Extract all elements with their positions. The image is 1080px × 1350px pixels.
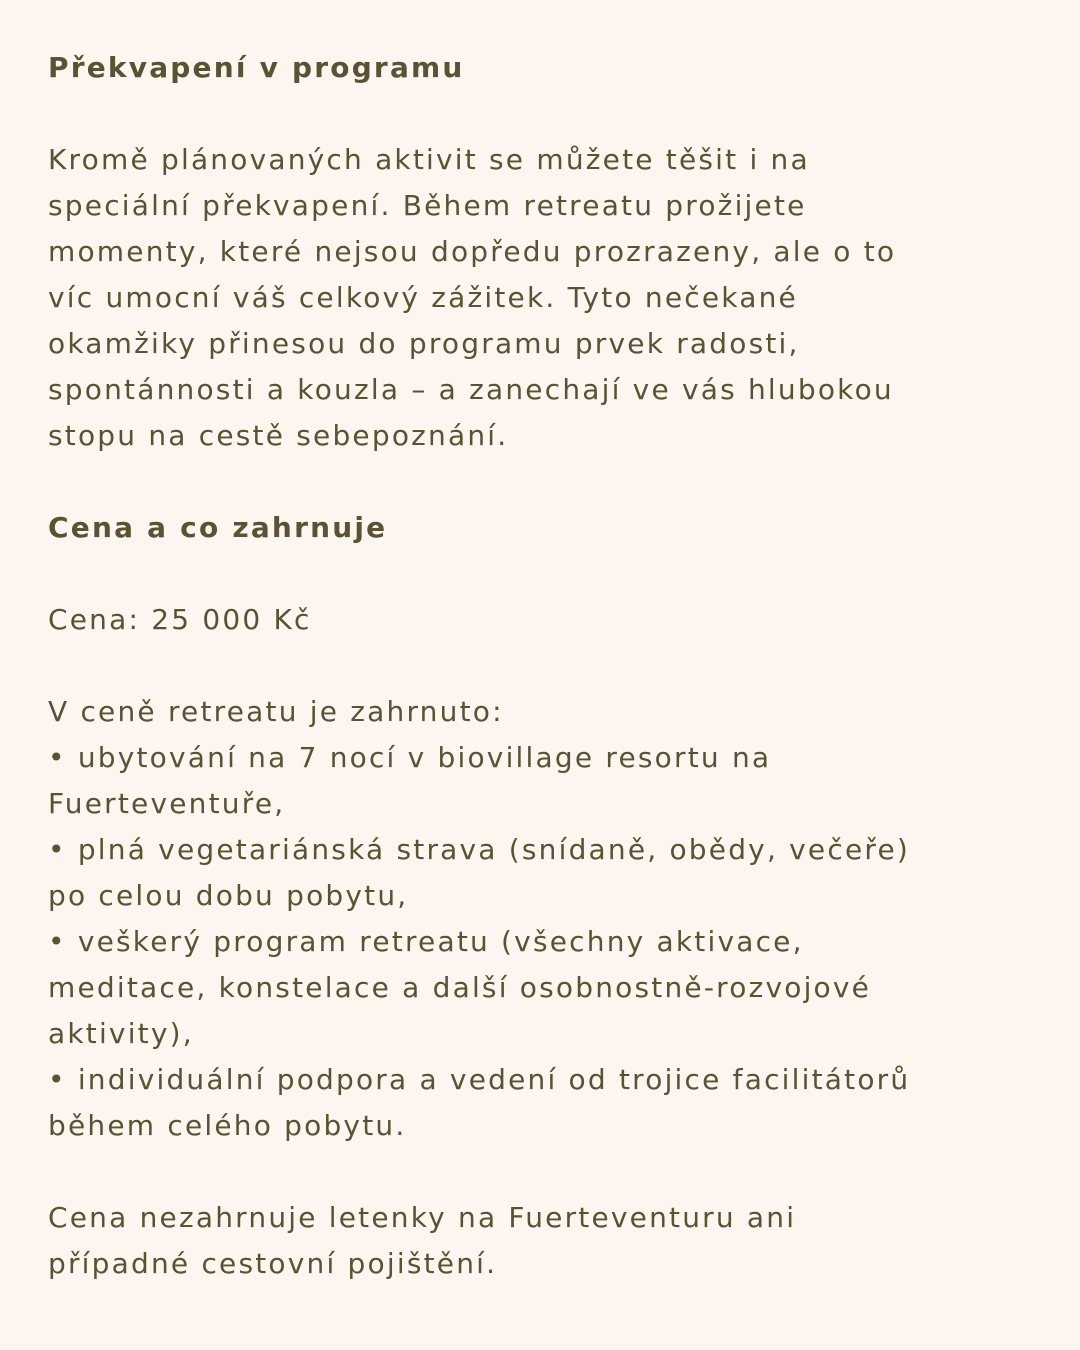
surprise-paragraph: Kromě plánovaných aktivit se můžete těšit i na speciální překvapení. Během retreatu prožijete momenty, které nejsou dopředu prozrazeny, ale o to víc umocní váš celkový zážitek. Tyto nečekané okamžiky přinesou do programu prvek radosti, spontánnosti a kouzla – a zanechají ve vás hlubokou stopu na cestě sebepoznání. [48, 143, 897, 452]
spacer [48, 643, 1080, 689]
included-list: V ceně retreatu je zahrnuto: • ubytování na 7 nocí v biovillage resortu na Fuerteventuře, • plná vegetariánská strava (snídaně, obědy, večeře) po celou dobu pobytu, • veškerý program retreatu (všechny aktivace, meditace, konstelace a další osobnostně-rozvojové aktivity), • individuální podpora a vedení od trojice facilitátorů během celého pobytu. [48, 695, 911, 1142]
price-amount: Cena: 25 000 Kč [48, 603, 312, 636]
excluded-note: Cena nezahrnuje letenky na Fuerteventuru ani případné cestovní pojištění. [48, 1201, 797, 1280]
spacer [48, 1149, 1080, 1195]
spacer [48, 91, 1080, 137]
price-heading: Cena a co zahrnuje [48, 511, 388, 544]
spacer [48, 459, 1080, 505]
spacer [48, 551, 1080, 597]
surprise-heading: Překvapení v programu [48, 51, 465, 84]
